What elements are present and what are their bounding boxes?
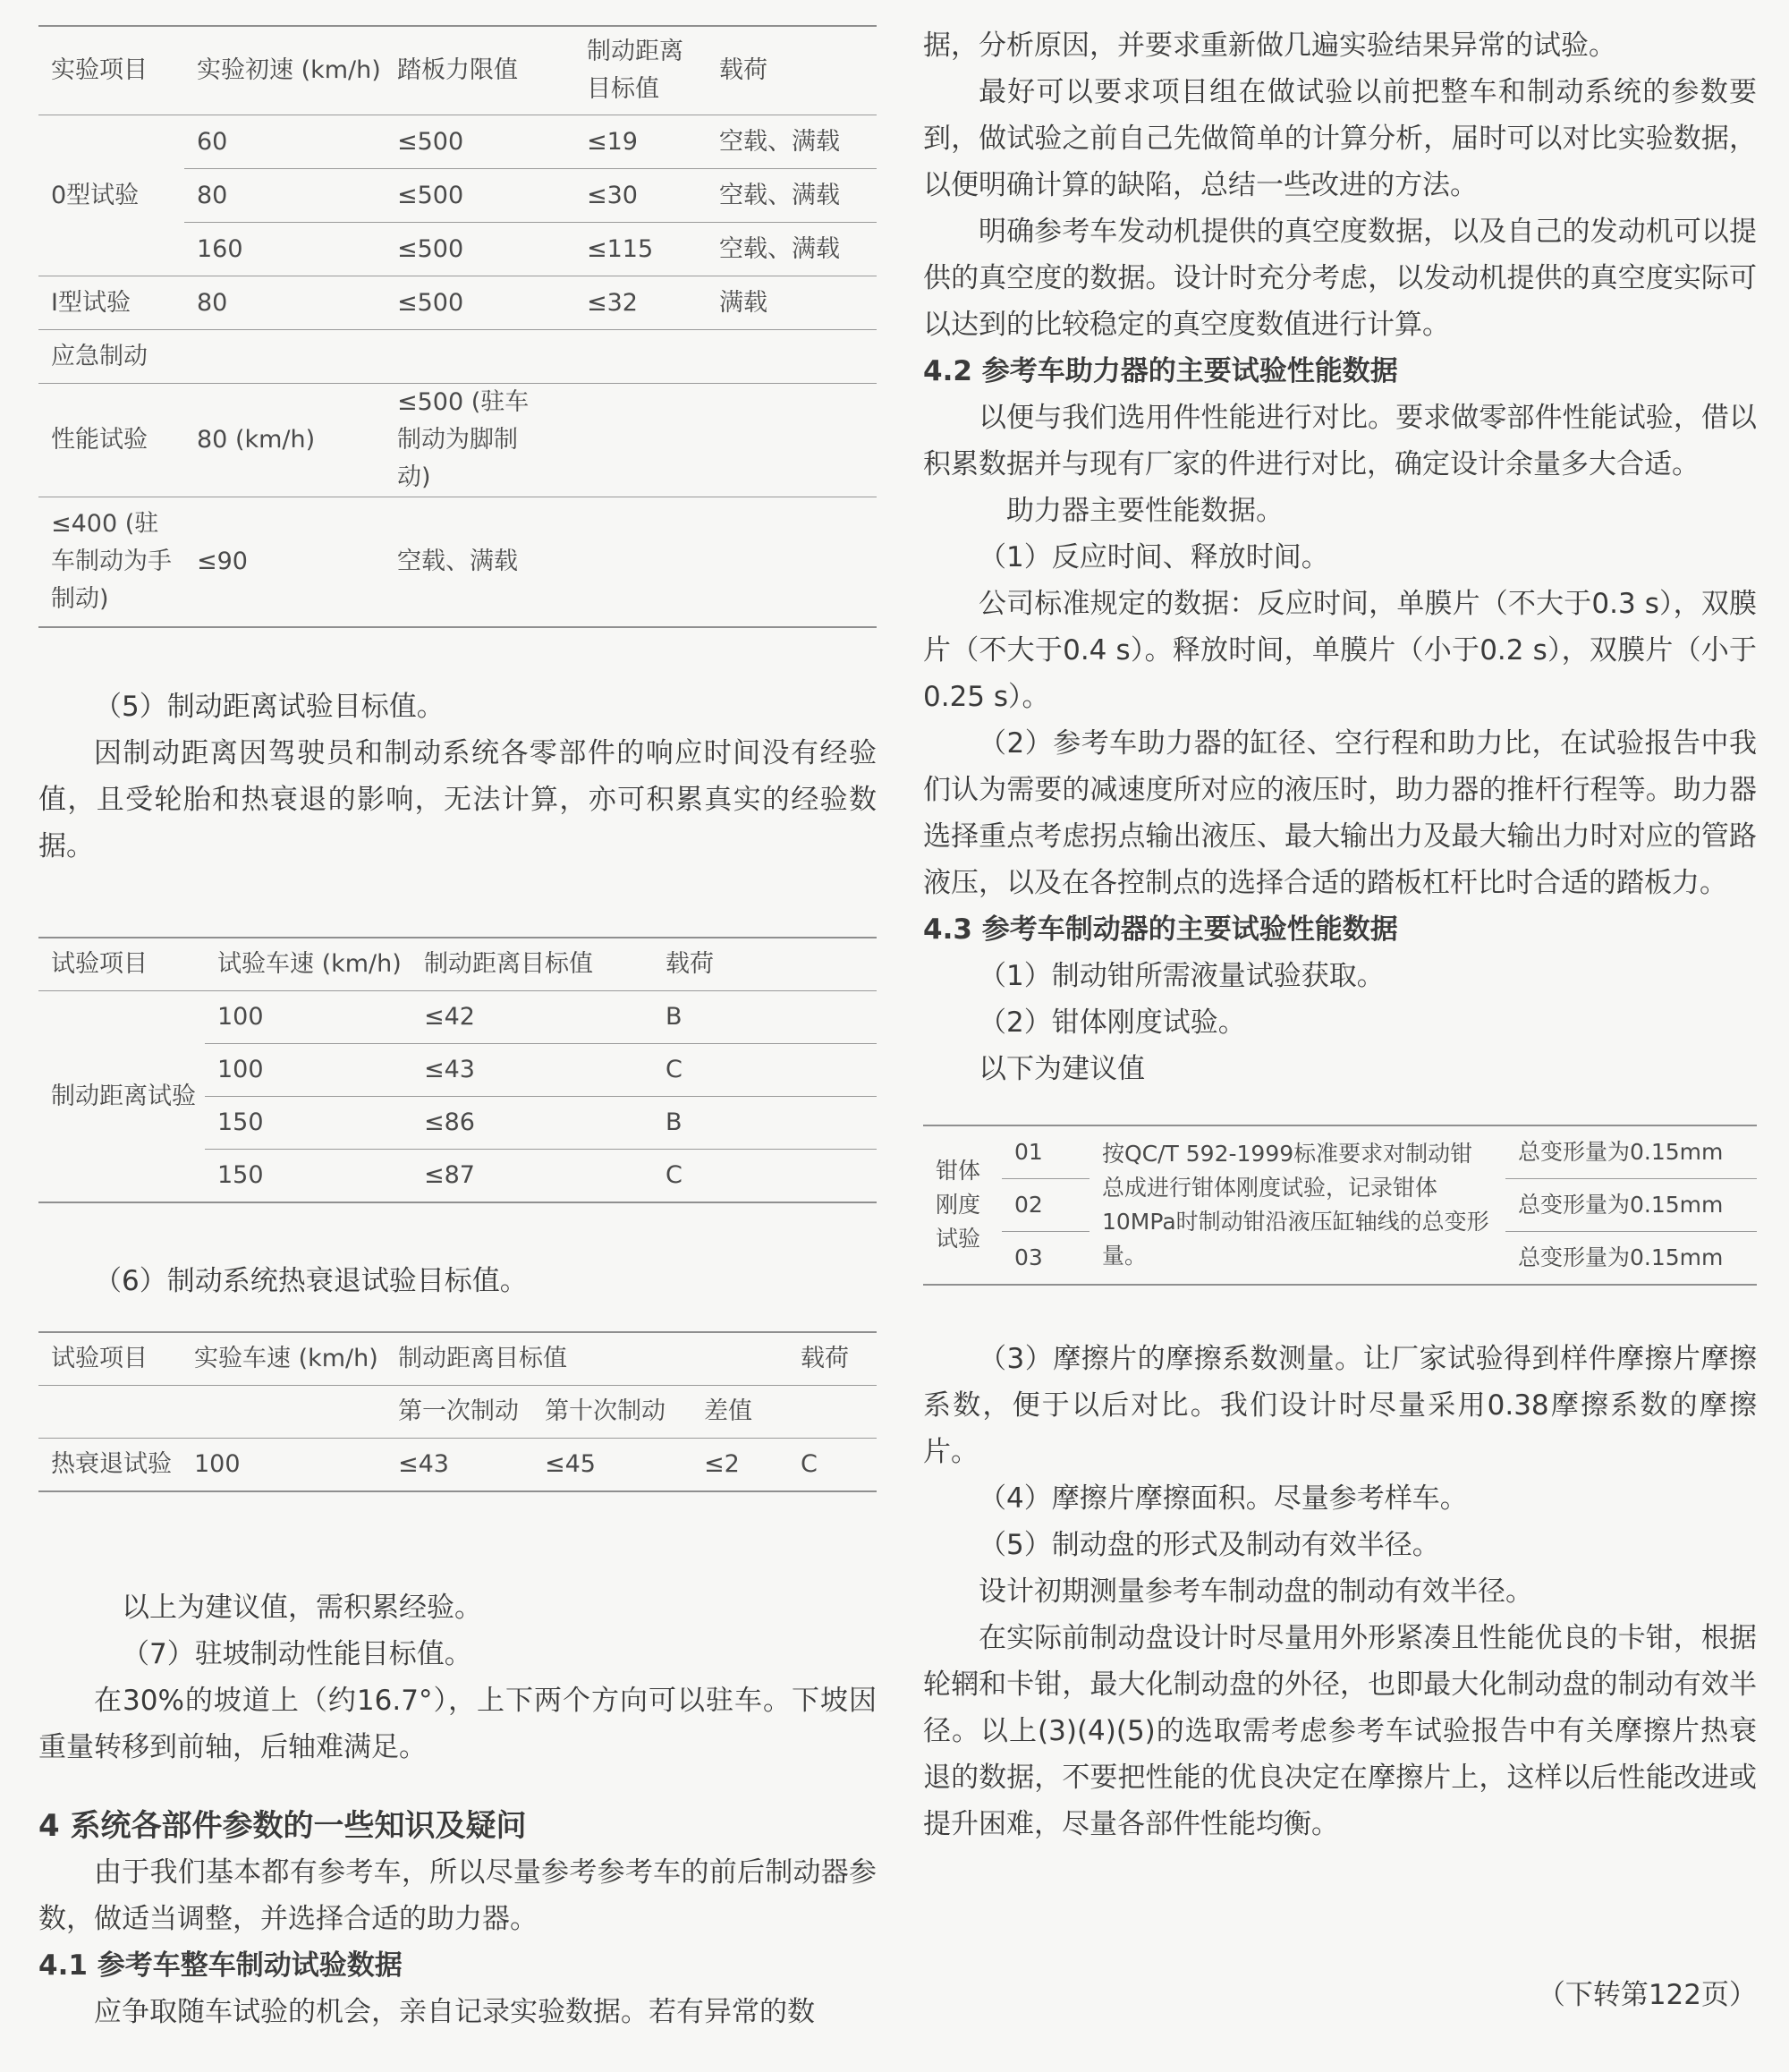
paragraph: 设计初期测量参考车制动盘的制动有效半径。	[979, 1575, 1533, 1608]
table-row	[38, 276, 877, 330]
section41-heading: 4.1 参考车整车制动试验数据	[38, 1949, 403, 1982]
paragraph: 以下为建议值	[979, 1053, 1145, 1085]
section6-title: （6）制动系统热衰退试验目标值。	[94, 1265, 528, 1297]
table-cell: 160	[184, 223, 385, 276]
table-row	[38, 991, 877, 1044]
table-cell-item: Ⅰ型试验	[38, 276, 184, 330]
table-cell: 80 (km/h)	[184, 384, 385, 497]
table-cell-code: 02	[1002, 1179, 1090, 1232]
table-header-cell: 实验项目	[38, 26, 184, 115]
paragraph: 助力器主要性能数据。	[1006, 495, 1284, 527]
paragraph: （2）钳体刚度试验。	[979, 1006, 1246, 1039]
table-cell	[707, 384, 877, 497]
table-cell: C	[653, 1044, 877, 1097]
table-header-cell: 制动距离目标值	[386, 1332, 788, 1386]
caliper-stiffness-table	[923, 1125, 1757, 1286]
table-cell: ≤500	[385, 223, 574, 276]
table-cell-item: 0型试验	[38, 115, 184, 276]
table-cell: ≤30	[574, 169, 707, 223]
paragraph: 明确参考车发动机提供的真空度数据，以及自己的发动机可以提供的真空度的数据。设计时充分考虑，以发动机提供的真空度实际可以达到的比较稳定的真空度数值进行计算。	[923, 216, 1757, 341]
table-header-cell: 试验车速 (km/h)	[205, 938, 411, 991]
table-subheader-cell: 第十次制动	[532, 1386, 691, 1439]
table-cell: C	[653, 1150, 877, 1203]
table-cell	[707, 330, 877, 384]
table-cell: ≤500	[385, 115, 574, 169]
table-cell: 100	[205, 991, 411, 1044]
table-cell: 100	[182, 1439, 386, 1492]
table-header-cell: 制动距离目标值	[411, 938, 653, 991]
table-cell-item: 钳体刚度试验	[923, 1125, 1002, 1285]
table-cell: ≤43	[411, 1044, 653, 1097]
continued-note: （下转第122页）	[1537, 1979, 1757, 2011]
table-row	[38, 384, 877, 497]
table-cell	[574, 384, 707, 497]
table-cell: B	[653, 1097, 877, 1150]
table-header-row	[38, 938, 877, 991]
table-cell: 空载、满载	[707, 169, 877, 223]
table-cell-result: 总变形量为0.15mm	[1505, 1232, 1757, 1286]
braking-test-table	[38, 25, 877, 628]
paragraph-cont: 据，分析原因，并要求重新做几遍实验结果异常的试验。	[923, 30, 1616, 62]
table-cell-code: 01	[1002, 1125, 1090, 1179]
table-cell: ≤2	[691, 1439, 788, 1492]
section41-paragraph: 应争取随车试验的机会，亲自记录实验数据。若有异常的数	[94, 1996, 815, 2028]
braking-distance-table	[38, 937, 877, 1203]
table-subheader-row	[38, 1386, 877, 1439]
table-cell: 空载、满载	[707, 115, 877, 169]
section7-paragraph: 在30%的坡道上（约16.7°），上下两个方向可以驻车。下坡因重量转移到前轴，后轴难满足。	[38, 1685, 877, 1763]
table-header-cell: 实验初速 (km/h)	[184, 26, 385, 115]
paragraph: （1）制动钳所需液量试验获取。	[979, 960, 1385, 992]
table-cell: ≤42	[411, 991, 653, 1044]
table-cell: 100	[205, 1044, 411, 1097]
table-header-cell: 实验车速 (km/h)	[182, 1332, 386, 1386]
table-row	[38, 1439, 877, 1492]
table-row	[38, 497, 877, 628]
table-header-cell: 试验项目	[38, 938, 205, 991]
table-cell-result: 总变形量为0.15mm	[1505, 1179, 1757, 1232]
table-cell	[385, 330, 574, 384]
table-cell: 80	[184, 276, 385, 330]
table-row	[38, 115, 877, 169]
table-cell-item: 热衰退试验	[38, 1439, 182, 1492]
table-cell: 60	[184, 115, 385, 169]
paragraph: 以便与我们选用件性能进行对比。要求做零部件性能试验，借以积累数据并与现有厂家的件进行对比，确定设计余量多大合适。	[923, 402, 1757, 480]
table-row	[38, 330, 877, 384]
table-cell-item: 性能试验	[38, 384, 184, 497]
table-cell-item: ≤400 (驻车制动为手制动)	[38, 497, 184, 628]
section4-paragraph: 由于我们基本都有参考车，所以尽量参考参考车的前后制动器参数，做适当调整，并选择合适的助力器。	[38, 1856, 877, 1935]
paragraph: 最好可以要求项目组在做试验以前把整车和制动系统的参数要到，做试验之前自己先做简单的计算分析，届时可以对比实验数据，以便明确计算的缺陷，总结一些改进的方法。	[923, 76, 1757, 201]
section42-heading: 4.2 参考车助力器的主要试验性能数据	[923, 355, 1398, 387]
table-cell: ≤32	[574, 276, 707, 330]
table-header-cell: 载荷	[788, 1332, 877, 1386]
table-subheader-cell: 差值	[691, 1386, 788, 1439]
table-cell: ≤87	[411, 1150, 653, 1203]
table-cell: ≤43	[386, 1439, 532, 1492]
table-cell: 150	[205, 1150, 411, 1203]
table-cell: ≤500	[385, 169, 574, 223]
paragraph: 公司标准规定的数据：反应时间，单膜片（不大于0.3 s），双膜片（不大于0.4 s）。释放时间，单膜片（小于0.2 s），双膜片（小于0.25 s）。	[923, 588, 1757, 713]
table-cell: 满载	[707, 276, 877, 330]
table-cell-code: 03	[1002, 1232, 1090, 1286]
table-cell: 空载、满载	[707, 223, 877, 276]
paragraph: （5）制动盘的形式及制动有效半径。	[979, 1529, 1440, 1561]
table-cell: ≤86	[411, 1097, 653, 1150]
suggest-note: 以上为建议值，需积累经验。	[122, 1592, 482, 1624]
table-cell: ≤90	[184, 497, 385, 628]
table-cell	[574, 330, 707, 384]
table-cell-result: 总变形量为0.15mm	[1505, 1125, 1757, 1179]
table-cell: ≤19	[574, 115, 707, 169]
right-column	[923, 0, 1757, 2072]
table-cell-desc: 按QC/T 592-1999标准要求对制动钳总成进行钳体刚度试验，记录钳体10MPa时制动钳沿液压缸轴线的总变形量。	[1090, 1125, 1505, 1285]
table-header-row	[38, 1332, 877, 1386]
table-header-cell: 踏板力限值	[385, 26, 574, 115]
table-cell: 150	[205, 1097, 411, 1150]
paragraph: （3）摩擦片的摩擦系数测量。让厂家试验得到样件摩擦片摩擦系数，便于以后对比。我们设计时尽量采用0.38摩擦系数的摩擦片。	[923, 1343, 1757, 1468]
table-header-cell: 制动距离目标值	[574, 26, 707, 115]
table-cell: B	[653, 991, 877, 1044]
table-cell: 80	[184, 169, 385, 223]
table-subheader-cell: 第一次制动	[386, 1386, 532, 1439]
table-header-cell: 试验项目	[38, 1332, 182, 1386]
paragraph: 在实际前制动盘设计时尽量用外形紧凑且性能优良的卡钳，根据轮辋和卡钳，最大化制动盘的外径，也即最大化制动盘的制动有效半径。以上(3)(4)(5)的选取需考虑参考车试验报告中有关摩擦片热衰退的数据，不要把性能的优良决定在摩擦片上，这样以后性能改进或提升困难，尽量各部件性能均衡。	[923, 1622, 1757, 1840]
table-cell	[184, 330, 385, 384]
paragraph: （4）摩擦片摩擦面积。尽量参考样车。	[979, 1482, 1468, 1515]
table-cell: ≤500	[385, 276, 574, 330]
section43-heading: 4.3 参考车制动器的主要试验性能数据	[923, 913, 1398, 946]
table-cell: 空载、满载	[385, 497, 574, 628]
table-cell: C	[788, 1439, 877, 1492]
table-cell-item: 应急制动	[38, 330, 184, 384]
left-column	[38, 0, 877, 2072]
section4-heading: 4 系统各部件参数的一些知识及疑问	[38, 1808, 527, 1844]
table-header-cell: 载荷	[707, 26, 877, 115]
table-cell: ≤45	[532, 1439, 691, 1492]
section5-title: （5）制动距离试验目标值。	[94, 691, 445, 723]
table-cell: ≤115	[574, 223, 707, 276]
thermal-fade-table	[38, 1331, 877, 1492]
paragraph: （1）反应时间、释放时间。	[979, 541, 1329, 573]
table-header-row	[38, 26, 877, 115]
paragraph: （2）参考车助力器的缸径、空行程和助力比，在试验报告中我们认为需要的减速度所对应的液压时，助力器的推杆行程等。助力器选择重点考虑拐点输出液压、最大输出力及最大输出力时对应的管路液压，以及在各控制点的选择合适的踏板杠杆比时合适的踏板力。	[923, 727, 1757, 899]
table-header-cell: 载荷	[653, 938, 877, 991]
table-cell: ≤500 (驻车制动为脚制动)	[385, 384, 574, 497]
section5-paragraph: 因制动距离因驾驶员和制动系统各零部件的响应时间没有经验值，且受轮胎和热衰退的影响，无法计算，亦可积累真实的经验数据。	[38, 737, 877, 862]
table-row	[923, 1125, 1757, 1179]
section7-title: （7）驻坡制动性能目标值。	[122, 1638, 472, 1670]
table-cell	[574, 497, 707, 628]
table-cell	[707, 497, 877, 628]
table-cell-item: 制动距离试验	[38, 991, 205, 1203]
